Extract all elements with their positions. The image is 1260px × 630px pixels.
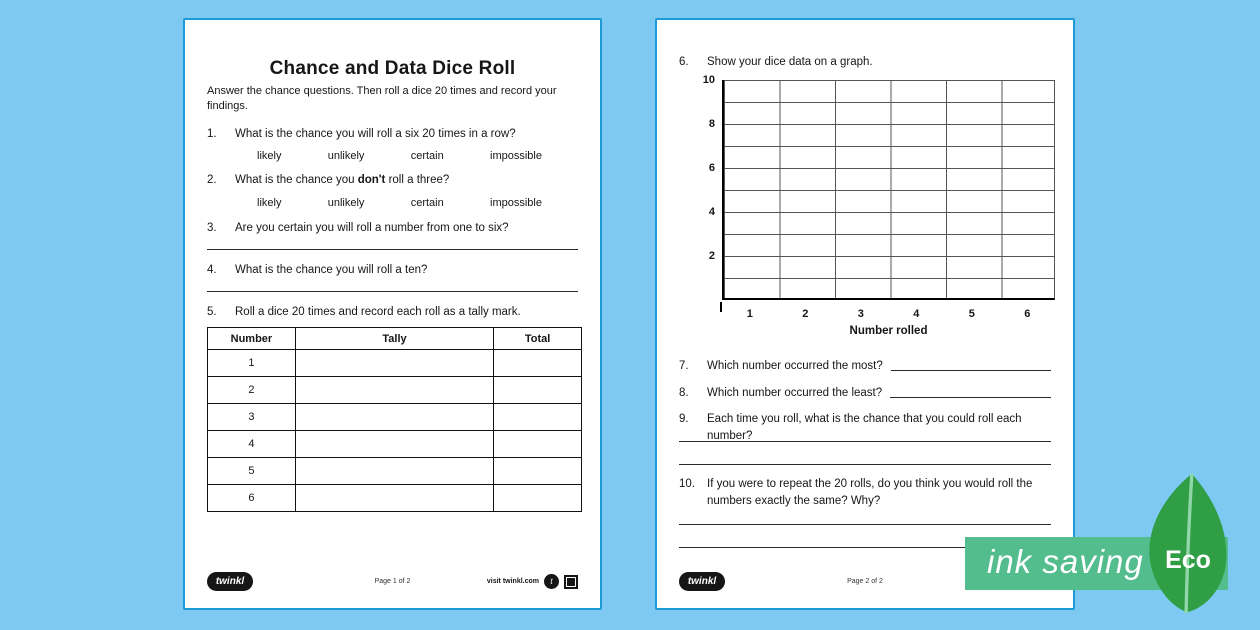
x-tick-5: 5 <box>968 308 975 320</box>
number-cell: 5 <box>208 458 296 485</box>
header-total: Total <box>494 328 582 350</box>
x-tick-1: 1 <box>746 308 753 320</box>
question-8-number: 8. <box>679 387 689 399</box>
question-4 <box>207 262 578 279</box>
question-4-number: 4. <box>207 264 217 276</box>
y-tick-2: 2 <box>708 250 715 262</box>
answer-line-q8 <box>890 397 1051 398</box>
question-6-text: Show your dice data on a graph. <box>707 56 873 68</box>
question-3-number: 3. <box>207 222 217 234</box>
intro-text: Answer the chance questions. Then roll a dice 20 times and record your findings. <box>207 85 557 113</box>
bold-dont: don't <box>357 174 386 186</box>
tally-cell <box>295 350 493 377</box>
total-cell <box>494 431 582 458</box>
x-tick-2: 2 <box>802 308 809 320</box>
question-1-text: What is the chance you will roll a six 20 times in a row? <box>235 128 516 140</box>
x-tick-3: 3 <box>857 308 864 320</box>
question-6-number: 6. <box>679 56 689 68</box>
eco-label: Eco <box>1165 546 1211 574</box>
tally-cell <box>295 458 493 485</box>
question-6 <box>679 54 1051 71</box>
question-7-text: Which number occurred the most? <box>707 360 883 372</box>
question-3 <box>207 220 578 237</box>
number-cell: 6 <box>208 485 296 512</box>
tally-cell <box>295 377 493 404</box>
table-row <box>208 404 582 431</box>
question-5-number: 5. <box>207 306 217 318</box>
qr-code-icon <box>564 575 578 589</box>
answer-line-q10-1 <box>679 524 1051 525</box>
question-10-number: 10. <box>679 478 695 490</box>
question-8-text: Which number occurred the least? <box>707 387 883 399</box>
question-1-number: 1. <box>207 128 217 140</box>
tally-cell <box>295 404 493 431</box>
question-7-number: 7. <box>679 360 689 372</box>
tally-cell <box>295 485 493 512</box>
table-row <box>208 431 582 458</box>
option-likely: likely <box>257 197 282 209</box>
eco-leaf-icon <box>1140 470 1236 616</box>
answer-line-q9-2 <box>679 464 1051 465</box>
question-1-options <box>257 150 542 162</box>
twinkl-logo: twinkl <box>679 572 725 591</box>
answer-line-q9-1 <box>679 441 1051 442</box>
answer-line-q4 <box>207 291 578 292</box>
question-10-text: If you were to repeat the 20 rolls, do you think you would roll the numbers exactly the same? Why? <box>707 478 1033 507</box>
x-tick-6: 6 <box>1024 308 1031 320</box>
question-8 <box>679 385 1051 402</box>
question-2-text: What is the chance you don't roll a three? <box>235 174 450 186</box>
question-1 <box>207 126 578 143</box>
question-5 <box>207 304 578 321</box>
total-cell <box>494 458 582 485</box>
total-cell <box>494 377 582 404</box>
ink-saving-label: ink saving <box>987 543 1144 580</box>
answer-line-q7 <box>891 370 1051 371</box>
tally-table <box>207 327 582 512</box>
total-cell <box>494 350 582 377</box>
page-number: Page 1 of 2 <box>374 578 411 585</box>
twinkl-badge-icon: t <box>544 574 559 589</box>
option-certain: certain <box>410 150 444 162</box>
number-cell: 3 <box>208 404 296 431</box>
header-number: Number <box>208 328 296 350</box>
question-5-text: Roll a dice 20 times and record each roll as a tally mark. <box>235 306 521 318</box>
question-3-text: Are you certain you will roll a number from one to six? <box>235 222 509 234</box>
y-tick-10: 10 <box>702 74 715 86</box>
question-4-text: What is the chance you will roll a ten? <box>235 264 428 276</box>
y-tick-6: 6 <box>708 162 715 174</box>
x-tick-4: 4 <box>913 308 920 320</box>
question-9-text: Each time you roll, what is the chance that you could roll each number? <box>707 413 1022 442</box>
tally-cell <box>295 431 493 458</box>
y-tick-8: 8 <box>708 118 715 130</box>
page-1-footer <box>207 570 578 596</box>
visit-link-text: visit twinkl.com <box>486 578 539 585</box>
table-row <box>208 350 582 377</box>
question-7 <box>679 358 1051 375</box>
option-certain: certain <box>410 197 444 209</box>
option-impossible: impossible <box>490 197 542 209</box>
twinkl-logo: twinkl <box>207 572 253 591</box>
graph-grid <box>722 80 1055 300</box>
question-10 <box>679 476 1051 509</box>
total-cell <box>494 404 582 431</box>
option-impossible: impossible <box>490 150 542 162</box>
table-row <box>208 377 582 404</box>
page-number: Page 2 of 2 <box>847 578 883 585</box>
table-header-row <box>208 328 582 350</box>
option-likely: likely <box>257 150 282 162</box>
table-row <box>208 485 582 512</box>
x-tick-labels <box>722 308 1055 320</box>
number-cell: 1 <box>208 350 296 377</box>
y-tick-4: 4 <box>708 206 715 218</box>
total-cell <box>494 485 582 512</box>
number-cell: 2 <box>208 377 296 404</box>
number-cell: 4 <box>208 431 296 458</box>
x-axis-title: Number rolled <box>849 325 928 337</box>
page-title: Chance and Data Dice Roll <box>269 58 516 79</box>
answer-line-q3 <box>207 249 578 250</box>
question-2-options <box>257 197 542 209</box>
footer-right <box>487 574 578 589</box>
option-unlikely: unlikely <box>327 197 365 209</box>
question-2 <box>207 172 578 189</box>
question-2-number: 2. <box>207 174 217 186</box>
worksheet-page-2 <box>655 18 1075 610</box>
table-row <box>208 458 582 485</box>
header-tally: Tally <box>295 328 493 350</box>
worksheet-page-1 <box>183 18 602 610</box>
question-9 <box>679 411 1051 444</box>
option-unlikely: unlikely <box>327 150 365 162</box>
question-9-number: 9. <box>679 413 689 425</box>
